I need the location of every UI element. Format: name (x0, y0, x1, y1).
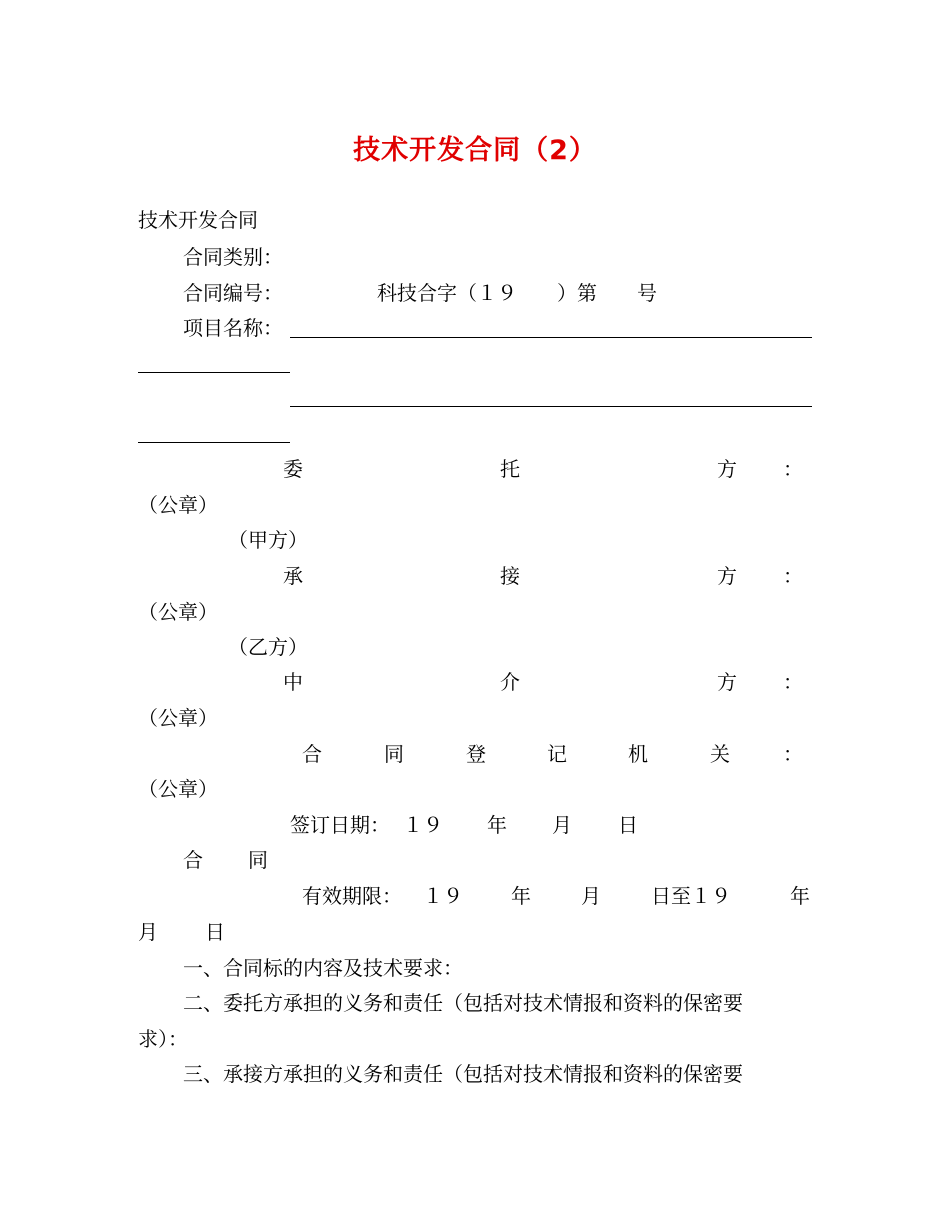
validity-month: 月 (581, 884, 601, 908)
signing-year-prefix: １９ (403, 813, 443, 837)
section-2-line-1: 二、委托方承担的义务和责任（包括对技术情报和资料的保密要 (183, 991, 743, 1015)
registrar-seal: （公章） (138, 777, 218, 801)
registrar-char-3: 登 (466, 742, 486, 766)
project-label: 项目名称： (183, 316, 283, 340)
entrust-char-2: 托 (500, 457, 520, 481)
contractor-seal: （公章） (138, 600, 218, 624)
validity-year2: 年 (790, 884, 810, 908)
registrar-colon: ： (783, 742, 803, 766)
section-3-line-1: 三、承接方承担的义务和责任（包括对技术情报和资料的保密要 (183, 1062, 743, 1086)
document-title: 技术开发合同（2） (353, 135, 597, 166)
contractor-char-2: 接 (500, 564, 520, 588)
category-label: 合同类别： (183, 245, 283, 269)
party-b-label: （乙方） (228, 635, 308, 659)
validity-month2: 月 (138, 920, 158, 944)
section-1: 一、合同标的内容及技术要求： (183, 956, 463, 980)
contractor-char-1: 承 (283, 564, 303, 588)
entrust-seal: （公章） (138, 493, 218, 517)
number-value: 科技合字（１９ ）第 号 (377, 281, 657, 305)
intermediary-char-1: 中 (283, 670, 303, 694)
intermediary-seal: （公章） (138, 706, 218, 730)
validity-day2: 日 (205, 920, 225, 944)
entrust-colon: ： (783, 457, 803, 481)
signing-month: 月 (552, 813, 572, 837)
validity-year: 年 (511, 884, 531, 908)
registrar-char-1: 合 (302, 742, 322, 766)
project-name-line-4 (138, 442, 290, 443)
registrar-char-6: 关 (710, 742, 730, 766)
entrust-char-1: 委 (283, 457, 303, 481)
project-name-line-2 (138, 372, 290, 373)
project-name-line-1 (290, 337, 812, 338)
validity-label: 有效期限： (302, 884, 402, 908)
registrar-char-2: 同 (384, 742, 404, 766)
contractor-colon: ： (783, 564, 803, 588)
entrust-char-3: 方 (717, 457, 737, 481)
section-2-line-2: 求）： (138, 1027, 188, 1051)
contractor-char-3: 方 (717, 564, 737, 588)
signing-date-label: 签订日期： (290, 813, 390, 837)
validity-char-1: 合 (183, 848, 203, 872)
number-label: 合同编号： (183, 281, 283, 305)
validity-to: 日至１９ (651, 884, 731, 908)
signing-day: 日 (618, 813, 638, 837)
signing-year: 年 (487, 813, 507, 837)
registrar-char-5: 机 (628, 742, 648, 766)
party-a-label: （甲方） (228, 528, 308, 552)
validity-year-prefix: １９ (423, 884, 463, 908)
intermediary-char-2: 介 (500, 670, 520, 694)
validity-char-2: 同 (248, 848, 268, 872)
intermediary-char-3: 方 (717, 670, 737, 694)
project-name-line-3 (290, 406, 812, 407)
doc-name: 技术开发合同 (138, 208, 258, 232)
registrar-char-4: 记 (547, 742, 567, 766)
intermediary-colon: ： (783, 670, 803, 694)
